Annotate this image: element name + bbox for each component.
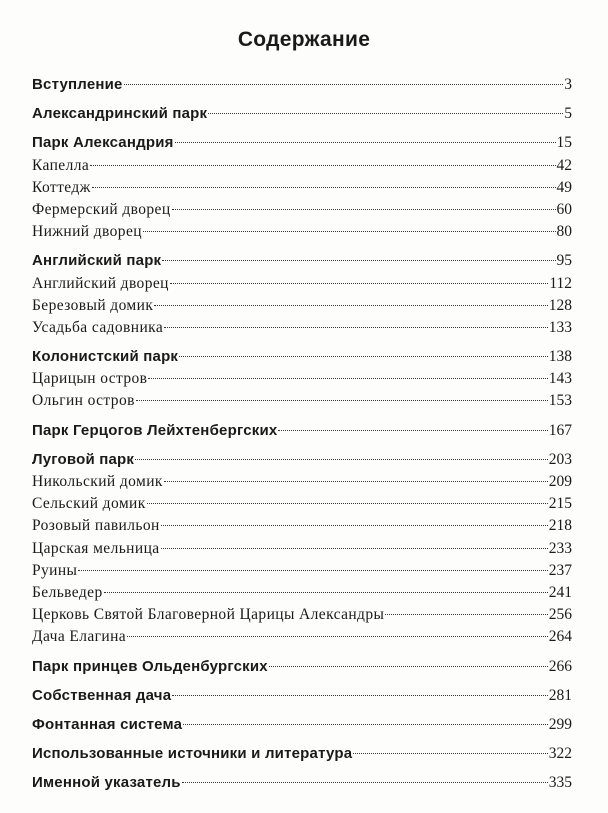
toc-section-entry <box>32 685 572 707</box>
toc-page-number: 209 <box>548 473 572 490</box>
toc-entry-label: Церковь Святой Благоверной Царицы Александры <box>32 606 385 624</box>
toc-entry-label: Использованные источники и литература <box>32 745 353 763</box>
dot-leader <box>208 113 563 114</box>
toc-section-entry <box>32 74 572 96</box>
toc-entry-label: Никольский домик <box>32 473 163 490</box>
dot-leader <box>147 503 548 504</box>
dot-leader <box>127 636 548 637</box>
toc-subsection-entry <box>32 221 572 243</box>
toc-page-number: 138 <box>548 348 572 366</box>
toc-page-number: 241 <box>548 583 572 601</box>
dot-leader <box>182 782 548 783</box>
toc-entry-label: Вступление <box>32 76 123 93</box>
toc-subsection-entry <box>32 199 572 221</box>
toc-section-entry <box>32 743 572 765</box>
toc-page-number: 42 <box>556 156 572 174</box>
dot-leader <box>385 614 547 615</box>
toc-page-number: 281 <box>548 686 572 704</box>
dot-leader <box>104 592 548 593</box>
dot-leader <box>164 481 548 482</box>
dot-leader <box>172 695 548 696</box>
toc-page-number: 153 <box>548 392 572 410</box>
table-of-contents <box>32 74 572 794</box>
toc-subsection-entry <box>32 493 572 515</box>
dot-leader <box>90 165 555 166</box>
dot-leader <box>172 209 556 210</box>
toc-page-number: 203 <box>548 450 572 468</box>
toc-entry-label: Коттедж <box>32 178 91 196</box>
toc-entry-label: Ольгин остров <box>32 392 135 410</box>
toc-entry-label: Именной указатель <box>32 774 181 792</box>
toc-page-number: 143 <box>548 370 572 388</box>
dot-leader <box>179 356 548 357</box>
toc-page-number: 264 <box>548 628 572 646</box>
toc-entry-label: Нижний дворец <box>32 223 142 241</box>
toc-entry-label: Сельский домик <box>32 495 146 513</box>
toc-section-entry <box>32 132 572 154</box>
toc-entry-label: Царская мельница <box>32 539 160 557</box>
toc-page-number: 322 <box>548 745 572 763</box>
toc-entry-label: Дача Елагина <box>32 628 127 646</box>
page-title: Содержание <box>237 28 371 51</box>
toc-page-number: 299 <box>548 715 572 733</box>
dot-leader <box>161 525 548 526</box>
toc-page-number: 128 <box>548 296 572 314</box>
toc-page-number: 80 <box>556 223 572 241</box>
toc-subsection-entry <box>32 177 572 199</box>
toc-entry-label: Розовый павильон <box>32 517 160 535</box>
dot-leader <box>269 666 548 667</box>
toc-subsection-entry <box>32 471 572 493</box>
toc-subsection-entry <box>32 515 572 537</box>
toc-page-number: 60 <box>556 200 572 218</box>
toc-section-entry <box>32 103 572 125</box>
toc-page-number: 15 <box>556 134 572 152</box>
toc-subsection-entry <box>32 317 572 339</box>
toc-page-number: 133 <box>548 318 572 336</box>
toc-page-number: 218 <box>548 517 572 535</box>
toc-subsection-entry <box>32 155 572 177</box>
toc-entry-label: Английский дворец <box>32 274 169 292</box>
toc-subsection-entry <box>32 295 572 317</box>
dot-leader <box>161 548 548 549</box>
toc-entry-label: Фермерский дворец <box>32 200 171 218</box>
dot-leader <box>154 305 547 306</box>
dot-leader <box>162 260 555 261</box>
toc-section-entry <box>32 449 572 471</box>
toc-entry-label: Александринский парк <box>32 105 208 123</box>
toc-entry-label: Парк принцев Ольденбургских <box>32 657 268 675</box>
dot-leader <box>278 430 547 431</box>
toc-entry-label: Руины <box>32 561 78 579</box>
toc-page-number: 112 <box>549 274 572 292</box>
toc-subsection-entry <box>32 368 572 390</box>
toc-subsection-entry <box>32 560 572 582</box>
toc-page-number: 237 <box>548 561 572 579</box>
toc-entry-label: Колонистский парк <box>32 348 179 366</box>
toc-entry-label: Английский парк <box>32 252 162 270</box>
toc-page-number: 335 <box>548 774 572 792</box>
toc-section-entry <box>32 420 572 442</box>
toc-page-number: 3 <box>564 76 572 93</box>
toc-page-number: 266 <box>548 657 572 675</box>
toc-page-number: 256 <box>548 606 572 624</box>
toc-entry-label: Парк Герцогов Лейхтенбергских <box>32 421 278 439</box>
dot-leader <box>78 570 547 571</box>
toc-page-number: 5 <box>564 105 572 123</box>
toc-subsection-entry <box>32 582 572 604</box>
toc-subsection-entry <box>32 626 572 648</box>
dot-leader <box>136 400 548 401</box>
toc-entry-label: Фонтанная система <box>32 715 183 733</box>
toc-page-number: 167 <box>548 421 572 439</box>
toc-page-number: 49 <box>556 178 572 196</box>
toc-page-number: 233 <box>548 539 572 557</box>
toc-section-entry <box>32 250 572 272</box>
dot-leader <box>124 84 564 85</box>
toc-entry-label: Усадьба садовника <box>32 318 164 336</box>
dot-leader <box>170 283 548 284</box>
toc-section-entry <box>32 772 572 794</box>
toc-subsection-entry <box>32 604 572 626</box>
toc-entry-label: Царицын остров <box>32 370 148 388</box>
toc-section-entry <box>32 656 572 678</box>
toc-entry-label: Парк Александрия <box>32 134 174 152</box>
toc-entry-label: Луговой парк <box>32 450 135 468</box>
dot-leader <box>183 724 548 725</box>
dot-leader <box>175 142 556 143</box>
toc-entry-label: Капелла <box>32 156 90 174</box>
toc-entry-label: Березовый домик <box>32 296 154 314</box>
dot-leader <box>143 231 556 232</box>
dot-leader <box>148 378 547 379</box>
toc-subsection-entry <box>32 538 572 560</box>
dot-leader <box>164 327 548 328</box>
toc-section-entry <box>32 714 572 736</box>
toc-subsection-entry <box>32 390 572 412</box>
toc-section-entry <box>32 346 572 368</box>
dot-leader <box>353 753 547 754</box>
dot-leader <box>92 187 556 188</box>
toc-page-number: 215 <box>548 495 572 513</box>
dot-leader <box>135 459 548 460</box>
toc-entry-label: Бельведер <box>32 583 103 601</box>
toc-page-number: 95 <box>556 252 572 270</box>
toc-subsection-entry <box>32 273 572 295</box>
toc-entry-label: Собственная дача <box>32 686 172 704</box>
